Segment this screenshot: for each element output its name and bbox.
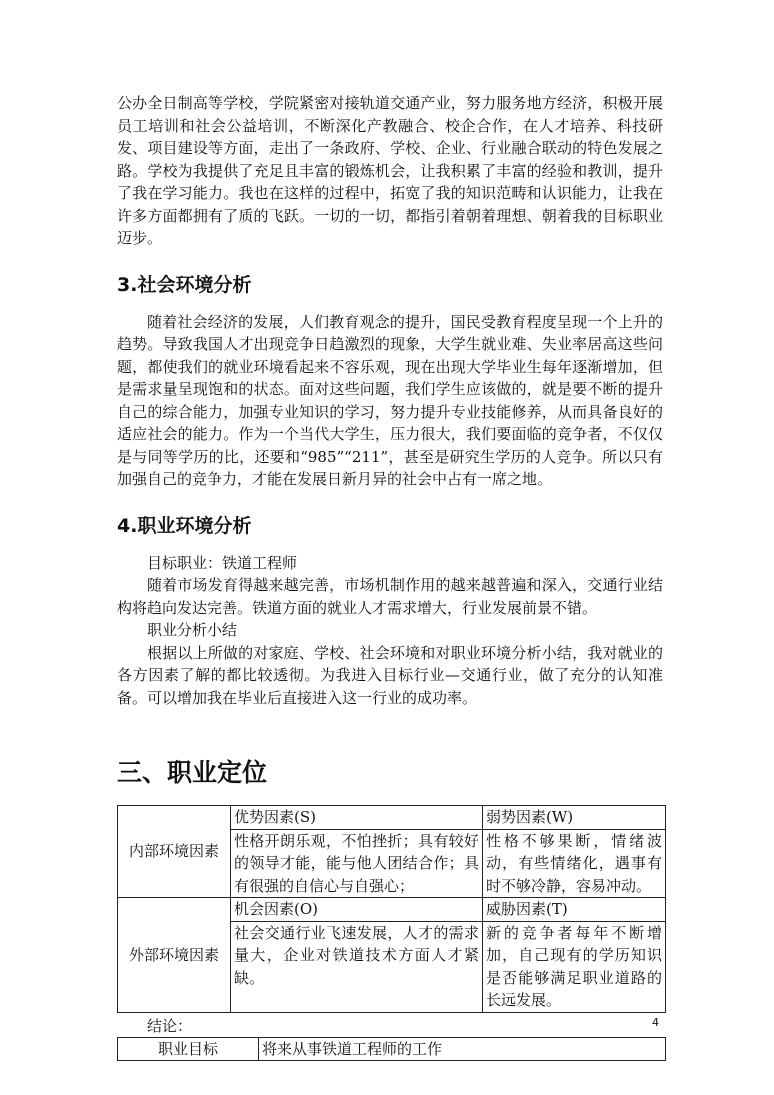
strength-text: 性格开朗乐观，不怕挫折；具有较好的领导才能，能与他人团结合作；具有很强的自信心与自强心； [231,829,483,898]
section3-heading: 3.社会环境分析 [117,273,252,296]
section4-paragraph-2: 根据以上所做的对家庭、学校、社会环境和对职业环境分析小结，我对就业的各方因素了解的都比较透彻。为我进入目标行业—交通行业，做了充分的认知准备。可以增加我在毕业后直接进入这一行业的成功率。 [117,643,663,707]
section4-paragraph-1: 随着市场发育得越来越完善，市场机制作用的越来越普遍和深入，交通行业结构将趋向发达完善。铁道方面的就业人才需求增大，行业发展前景不错。 [117,576,663,617]
intro-paragraph: 公办全日制高等学校，学院紧密对接轨道交通产业，努力服务地方经济，积极开展员工培训和社会公益培训，不断深化产教融合、校企合作，在人才培养、科技研发、项目建设等方面，走出了一条政府、学校、企业、行业融合联动的特色发展之路。学校为我提供了充足且丰富的锻炼机会，让我积累了丰富的经验和教训，提升了我在学习能力。我也在这样的过程中，拓宽了我的知识范畴和认识能力，让我在许多方面都拥有了质的飞跃。一切的一切，都指引着朝着理想、朝着我的目标职业迈步。 [117,94,663,247]
internal-label: 内部环境因素 [118,806,231,898]
weakness-text: 性格不够果断，情绪波动，有些情绪化，遇事有时不够冷静，容易冲动。 [483,829,666,898]
opportunity-text: 社会交通行业飞速发展，人才的需求量大，企业对铁道技术方面人才紧缺。 [231,921,483,1012]
weakness-title: 弱势因素(W) [483,806,666,830]
swot-table [117,805,666,1013]
goal-label: 职业目标 [118,1037,259,1061]
document-page [117,92,663,1061]
external-label: 外部环境因素 [118,898,231,1013]
threat-title: 威胁因素(T) [483,898,666,922]
page-number: 4 [652,1016,659,1029]
chapter-heading: 三、职业定位 [117,758,268,787]
section3-paragraph: 随着社会经济的发展，人们教育观念的提升，国民受教育程度呈现一个上升的趋势。导致我国人才出现竞争日趋激烈的现象，大学生就业难、失业率居高这些问题，都使我们的就业环境看起来不容乐观，现在出现大学毕业生每年逐渐增加，但是需求量呈现饱和的状态。面对这些问题，我们学生应该做的，就是要不断的提升自己的综合能力，加强专业知识的学习，努力提升专业技能修养，从而具备良好的适应社会的能力。作为一个当代大学生，压力很大，我们要面临的竞争者，不仅仅是与同等学历的比，还要和“985”“211”，甚至是研究生学历的人竞争。所以只有加强自己的竞争力，才能在发展日新月异的社会中占有一席之地。 [117,312,663,488]
target-career-line: 目标职业：铁道工程师 [147,553,298,572]
goal-table [117,1037,666,1062]
strength-title: 优势因素(S) [231,806,483,830]
section4-heading: 4.职业环境分析 [117,514,252,537]
goal-value: 将来从事铁道工程师的工作 [259,1037,666,1061]
conclusion-label: 结论： [147,1016,193,1035]
opportunity-title: 机会因素(O) [231,898,483,922]
career-summary-title: 职业分析小结 [147,621,238,639]
threat-text: 新的竞争者每年不断增加，自己现有的学历知识是否能够满足职业道路的长远发展。 [483,921,666,1012]
